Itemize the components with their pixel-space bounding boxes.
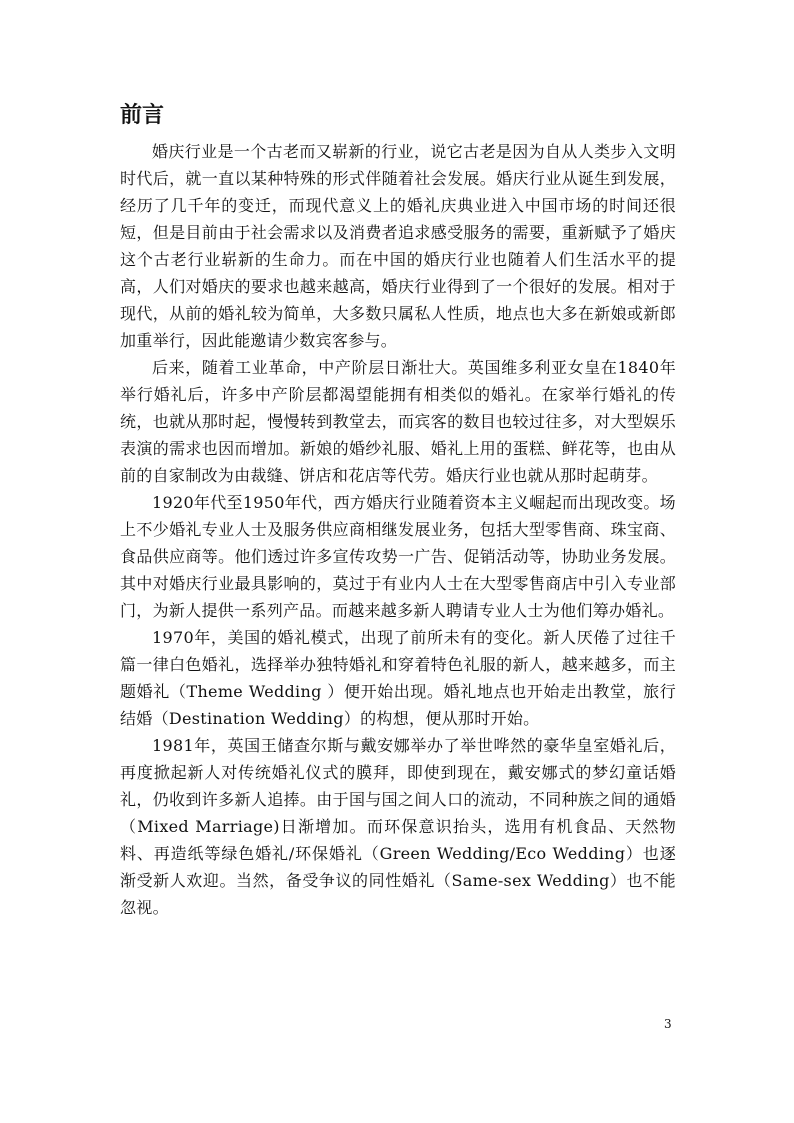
page-heading: 前言 [120, 103, 165, 128]
paragraph: 1970年，美国的婚礼模式，出现了前所未有的变化。新人厌倦了过往千篇一律白色婚礼，选择举办独特婚礼和穿着特色礼服的新人，越来越多，而主题婚礼（Theme Wedding ）便开始出现。婚礼地点也开始走出教堂，旅行结婚（Destination Wedding）的构想，便从那时开始。 [120, 628, 676, 728]
paragraph: 后来，随着工业革命，中产阶层日渐壮大。英国维多利亚女皇在1840年举行婚礼后，许多中产阶层都渴望能拥有相类似的婚礼。在家举行婚礼的传统，也就从那时起，慢慢转到教堂去，而宾客的数目也较过往多，对大型娱乐表演的需求也因而增加。新娘的婚纱礼服、婚礼上用的蛋糕、鲜花等，也由从前的自家制改为由裁缝、饼店和花店等代劳。婚庆行业也就从那时起萌芽。 [120, 358, 676, 485]
paragraph: 1981年，英国王储查尔斯与戴安娜举办了举世哗然的豪华皇室婚礼后，再度掀起新人对传统婚礼仪式的膜拜，即使到现在，戴安娜式的梦幻童话婚礼，仍收到许多新人追捧。由于国与国之间人口的流动，不同种族之间的通婚（Mixed Marriage)日渐增加。而环保意识抬头，选用有机食品、天然物料、再造纸等绿色婚礼/环保婚礼（Green Wedding/Eco Wedding）也逐渐受新人欢迎。当然，备受争议的同性婚礼（Same-sex Wedding）也不能忽视。 [120, 736, 676, 917]
paragraph: 婚庆行业是一个古老而又崭新的行业，说它古老是因为自从人类步入文明时代后，就一直以某种特殊的形式伴随着社会发展。婚庆行业从诞生到发展，经历了几千年的变迁，而现代意义上的婚礼庆典业进入中国市场的时间还很短，但是目前由于社会需求以及消费者追求感受服务的需要，重新赋予了婚庆这个古老行业崭新的生命力。而在中国的婚庆行业也随着人们生活水平的提高，人们对婚庆的要求也越来越高，婚庆行业得到了一个很好的发展。相对于现代，从前的婚礼较为简单，大多数只属私人性质，地点也大多在新娘或新郎加重举行，因此能邀请少数宾客参与。 [120, 142, 676, 350]
page-number: 3 [664, 1017, 672, 1031]
paragraph: 1920年代至1950年代，西方婚庆行业随着资本主义崛起而出现改变。场上不少婚礼专业人士及服务供应商相继发展业务，包括大型零售商、珠宝商、食品供应商等。他们透过许多宣传攻势一广告、促销活动等，协助业务发展。其中对婚庆行业最具影响的，莫过于有业内人士在大型零售商店中引入专业部门，为新人提供一系列产品。而越来越多新人聘请专业人士为他们筹办婚礼。 [120, 493, 676, 620]
body-text [120, 138, 676, 921]
